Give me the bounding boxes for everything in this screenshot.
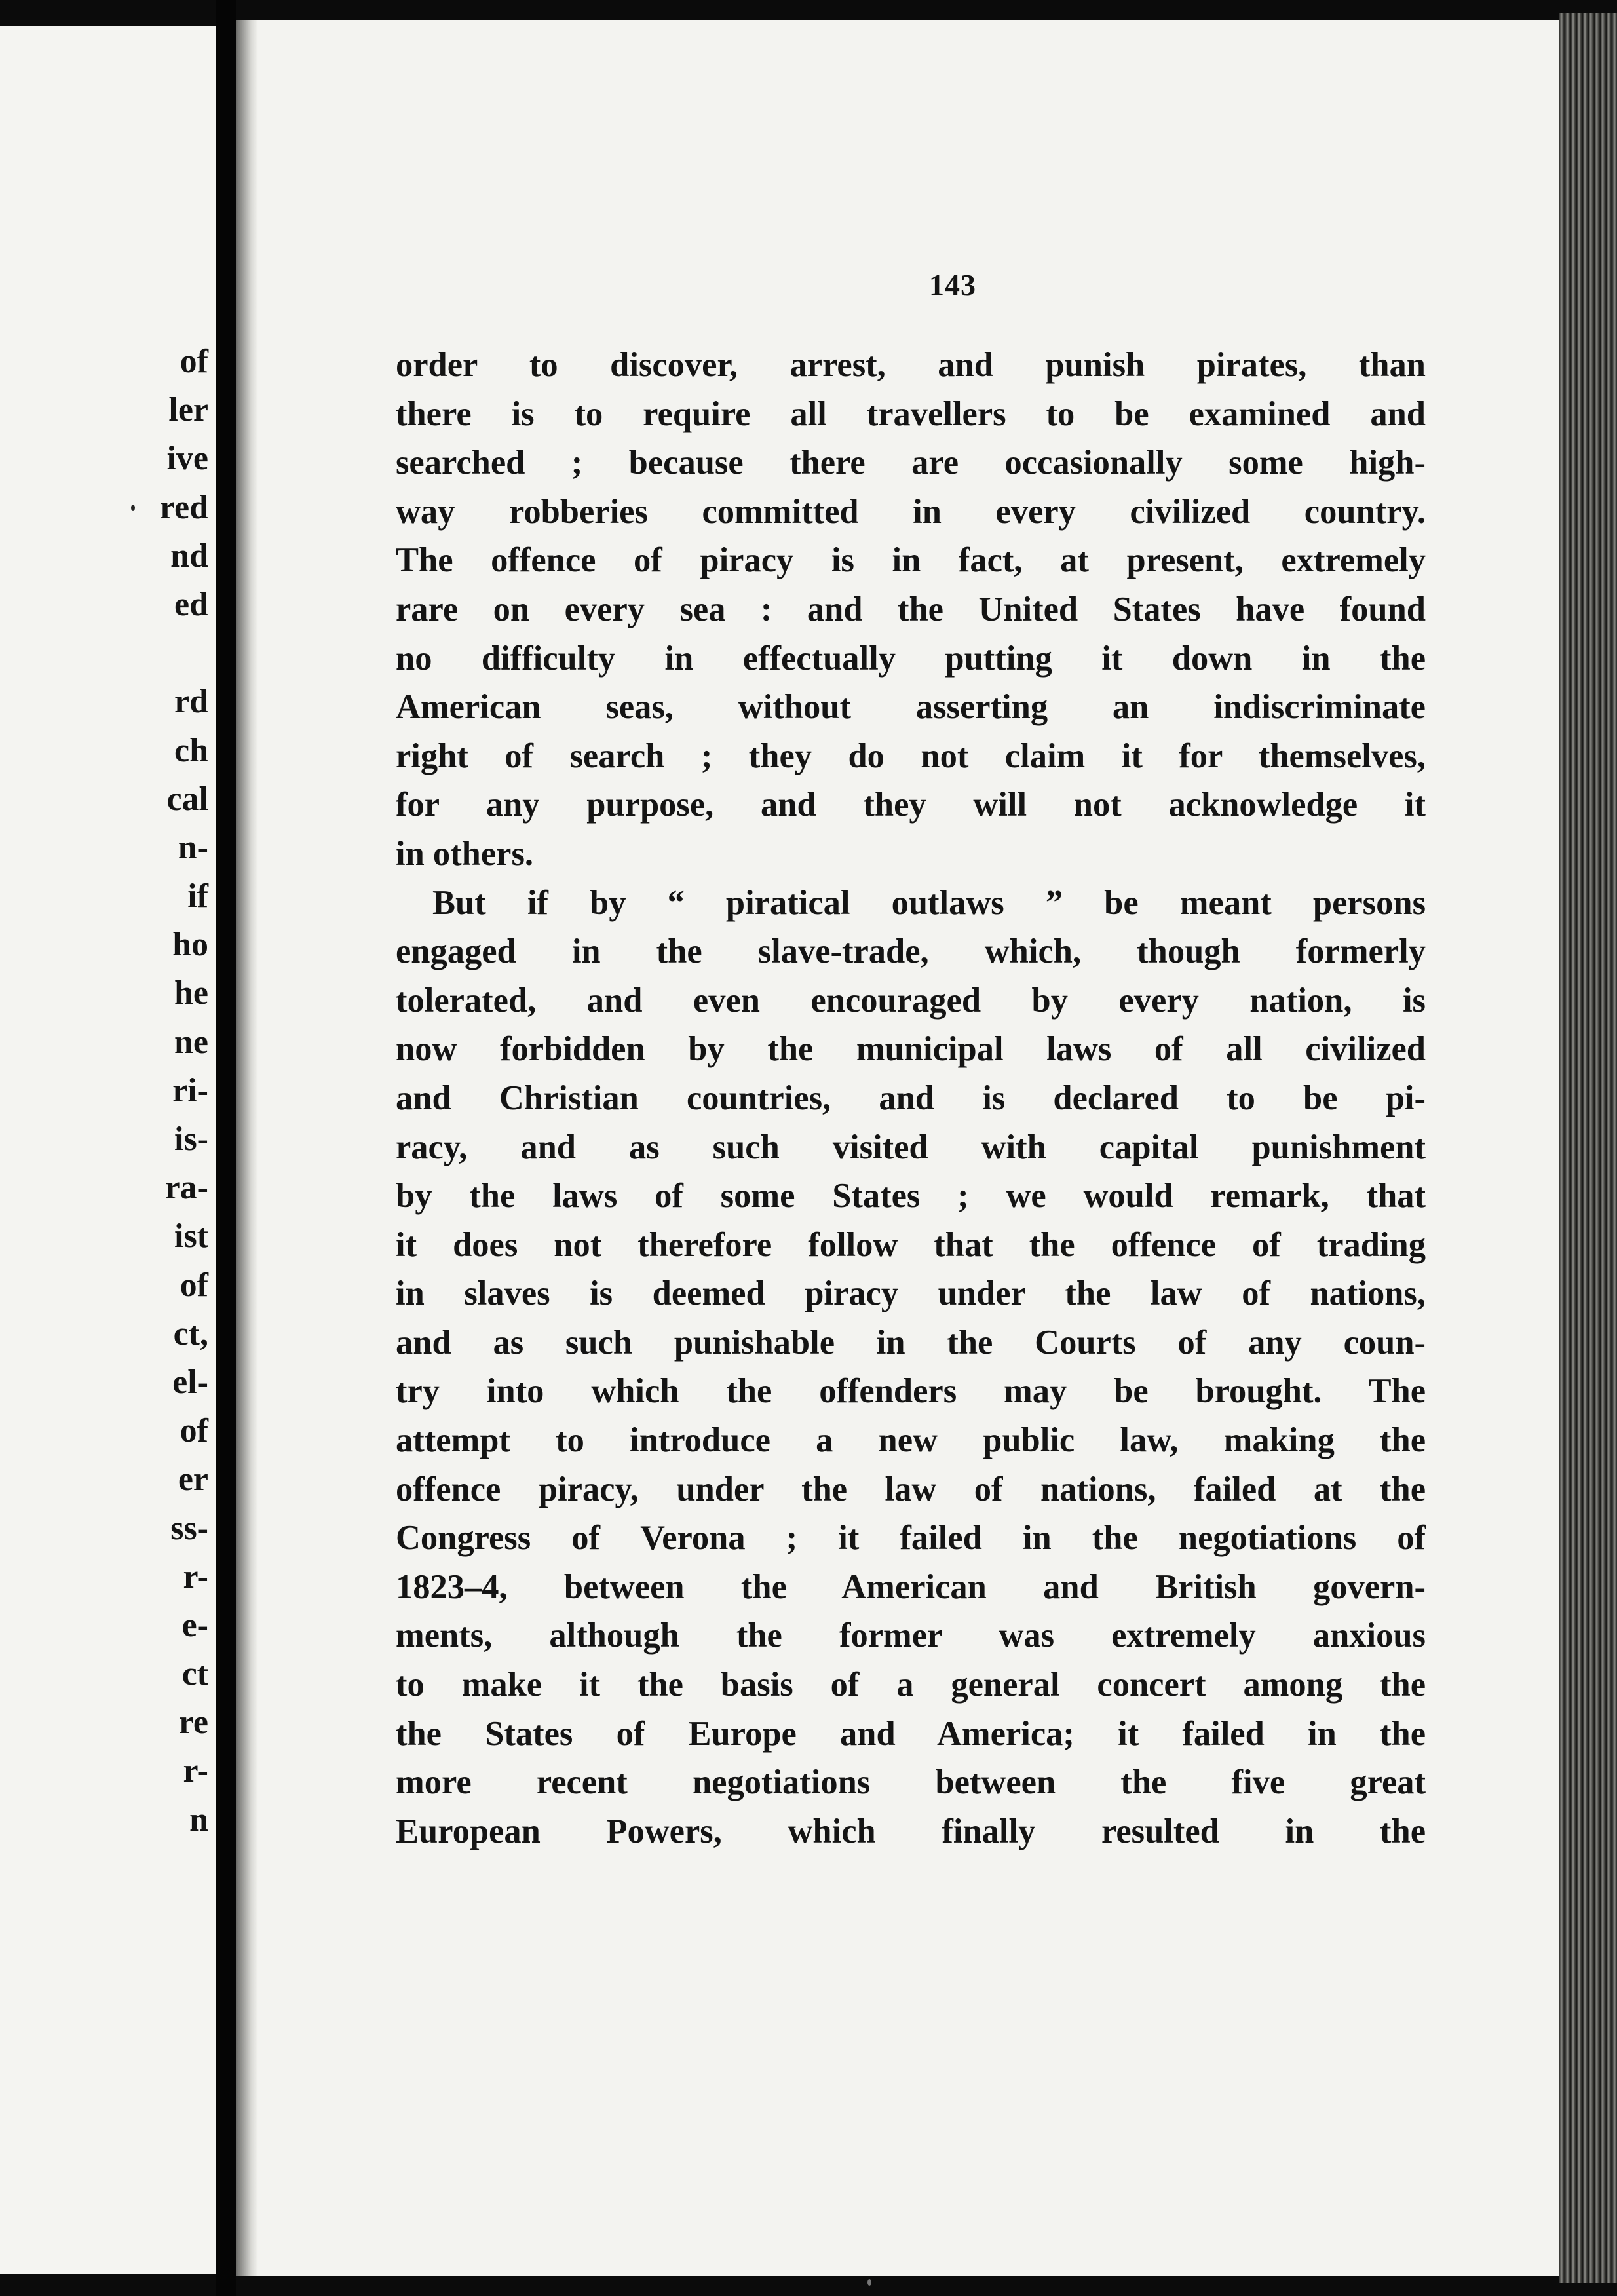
paragraph <box>396 341 1426 879</box>
left-page-fragment: e- <box>181 1606 208 1644</box>
text-line: to make it the basis of a general concert among the <box>396 1666 1426 1704</box>
left-page-fragment: re <box>178 1704 208 1742</box>
text-line: ments, although the former was extremely anxious <box>396 1617 1426 1655</box>
text-line: searched ; because there are occasionally some high- <box>396 444 1426 482</box>
left-page-fragment: ra- <box>164 1169 208 1207</box>
left-page-fragment: ive <box>166 440 208 478</box>
text-line: for any purpose, and they will not acknowledge it <box>396 786 1426 824</box>
left-page-fragment: rd <box>174 683 208 721</box>
left-page-fragment: nd <box>170 537 208 575</box>
gutter-shadow <box>236 20 258 2276</box>
text-line: American seas, without asserting an indiscriminate <box>396 688 1426 727</box>
text-line: more recent negotiations between the five great <box>396 1763 1426 1802</box>
left-page-fragment: of <box>180 1266 208 1304</box>
text-line: The offence of piracy is in fact, at present, extremely <box>396 541 1426 580</box>
text-line: and as such punishable in the Courts of any coun- <box>396 1323 1426 1362</box>
left-page-fragment: er <box>178 1461 208 1499</box>
text-line: it does not therefore follow that the offence of trading <box>396 1225 1426 1264</box>
stacked-page-edges <box>1559 13 1617 2283</box>
text-line: try into which the offenders may be brought. The <box>396 1372 1426 1411</box>
left-page-fragment: ct <box>181 1655 208 1693</box>
book-gutter <box>216 0 236 2296</box>
left-page-fragment: ed <box>174 585 208 623</box>
left-page-fragment: of <box>180 1412 208 1450</box>
left-page-fragment: r- <box>183 1558 208 1596</box>
left-page-fragment: ne <box>174 1023 208 1061</box>
text-line: Congress of Verona ; it failed in the negotiations of <box>396 1519 1426 1558</box>
text-line: the States of Europe and America; it failed in the <box>396 1714 1426 1753</box>
text-line: tolerated, and even encouraged by every nation, is <box>396 981 1426 1020</box>
left-page-fragment: of <box>180 343 208 380</box>
text-line: in others. <box>396 834 533 873</box>
left-page-fragment: is- <box>174 1120 208 1158</box>
page-body-text <box>396 341 1426 1856</box>
text-line: order to discover, arrest, and punish pirates, than <box>396 346 1426 384</box>
text-line: and Christian countries, and is declared to be pi- <box>396 1079 1426 1117</box>
text-line: rare on every sea : and the United States have found <box>396 590 1426 628</box>
left-page-fragment: red <box>159 488 208 526</box>
left-page-fragment: r- <box>183 1752 208 1790</box>
text-line: in slaves is deemed piracy under the law of nations, <box>396 1274 1426 1313</box>
left-page-fragment: he <box>174 974 208 1012</box>
right-page <box>258 20 1559 2276</box>
scan-speck <box>867 2279 871 2286</box>
left-page-fragment: ri- <box>172 1071 208 1109</box>
text-line: offence piracy, under the law of nations, failed at the <box>396 1470 1426 1508</box>
page-number: 143 <box>929 268 976 301</box>
left-page-fragment: n- <box>178 828 208 866</box>
left-page-fragment: ho <box>172 926 208 964</box>
text-line: no difficulty in effectually putting it down in the <box>396 639 1426 678</box>
left-page-fragment <box>0 629 208 678</box>
text-line: attempt to introduce a new public law, making the <box>396 1421 1426 1460</box>
left-page-fragment: cal <box>166 780 208 818</box>
text-line: by the laws of some States ; we would remark, that <box>396 1177 1426 1215</box>
text-line: right of search ; they do not claim it for themselves, <box>396 737 1426 775</box>
left-facing-page <box>0 26 216 2274</box>
left-page-fragment: ss- <box>170 1509 208 1547</box>
paragraph <box>396 879 1426 1856</box>
left-page-fragment: ct, <box>173 1314 208 1352</box>
text-line: there is to require all travellers to be examined and <box>396 394 1426 433</box>
left-page-fragment: if <box>187 877 208 915</box>
left-page-fragment: ist <box>174 1217 208 1255</box>
scan-speck <box>131 505 135 511</box>
text-line: European Powers, which finally resulted in the <box>396 1812 1426 1850</box>
left-page-fragment: ch <box>174 731 208 769</box>
left-page-text-fragments <box>0 337 208 1845</box>
text-line: engaged in the slave-trade, which, though formerly <box>396 932 1426 971</box>
left-page-fragment: n <box>189 1801 208 1839</box>
text-line: racy, and as such visited with capital punishment <box>396 1128 1426 1166</box>
text-line: 1823–4, between the American and British govern- <box>396 1567 1426 1606</box>
left-page-fragment: ler <box>168 391 208 429</box>
text-line: But if by “ piratical outlaws ” be meant persons <box>432 883 1426 922</box>
text-line: now forbidden by the municipal laws of all civilized <box>396 1030 1426 1069</box>
left-page-fragment: el- <box>172 1363 208 1401</box>
text-line: way robberies committed in every civilized country. <box>396 492 1426 531</box>
